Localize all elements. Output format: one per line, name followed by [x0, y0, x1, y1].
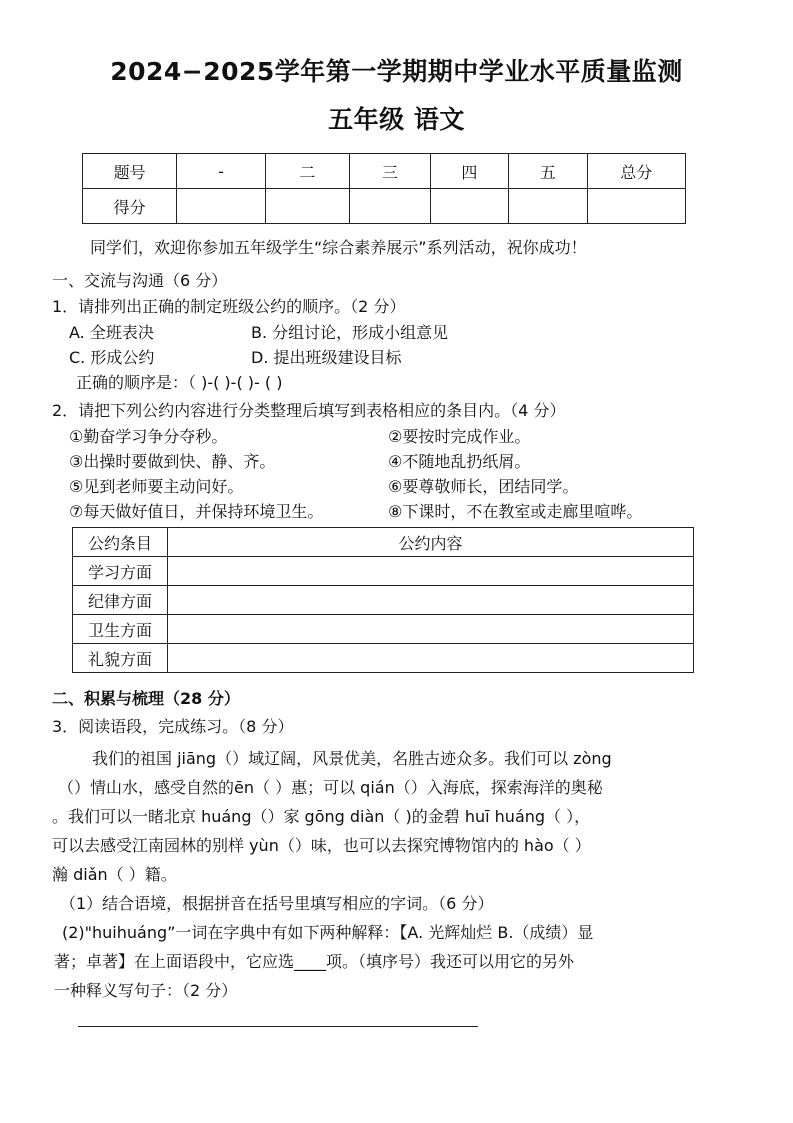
q3-sub2-line: 一种释义写句子：（2 分） — [54, 981, 238, 1000]
page-subtitle: 五年级 语文 — [328, 105, 465, 134]
score-row-label: 得分 — [83, 189, 177, 224]
q1-option-c: C. 形成公约 — [69, 348, 155, 367]
score-table-header-row — [83, 154, 686, 189]
convention-item: ⑥要尊敬师长，团结同学。 — [388, 477, 579, 496]
score-header-cell: 五 — [509, 154, 588, 189]
convention-table — [72, 527, 694, 673]
passage-line: 我们的祖国 jiāng（）域辽阔，风景优美，名胜古迹众多。我们可以 zòng — [92, 749, 612, 768]
score-input-cell[interactable] — [587, 189, 685, 224]
q3-sub1: （1）结合语境，根据拼音在括号里填写相应的字词。（6 分） — [60, 894, 494, 913]
convention-item: ①勤奋学习争分夺秒。 — [69, 427, 228, 446]
section1-title: 一、交流与沟通（6 分） — [52, 271, 228, 290]
q1-option-a: A. 全班表决 — [69, 323, 154, 342]
convention-table-header-row — [73, 528, 694, 557]
passage-line: 。我们可以一睹北京 huáng（）家 gōng diàn（ )的金碧 huī huáng（ ）， — [52, 807, 591, 826]
score-table-score-row — [83, 189, 686, 224]
answer-writing-line[interactable] — [78, 1026, 478, 1027]
q1-stem: 1．请排列出正确的制定班级公约的顺序。（2 分） — [52, 297, 406, 316]
convention-header-category: 公约条目 — [73, 528, 168, 557]
table-row — [73, 557, 694, 586]
convention-answer-cell[interactable] — [168, 586, 694, 615]
convention-item: ⑤见到老师要主动问好。 — [69, 477, 244, 496]
convention-header-content: 公约内容 — [168, 528, 694, 557]
score-header-cell: - — [177, 154, 265, 189]
convention-answer-cell[interactable] — [168, 557, 694, 586]
q2-stem: 2．请把下列公约内容进行分类整理后填写到表格相应的条目内。（4 分） — [52, 401, 566, 420]
greeting-text: 同学们，欢迎你参加五年级学生“综合素养展示”系列活动，祝你成功！ — [90, 238, 587, 257]
passage-line: （）情山水，感受自然的ēn（ ）惠；可以 qián（）入海底，探索海洋的奥秘 — [58, 778, 603, 797]
score-input-cell[interactable] — [265, 189, 349, 224]
q3-sub2-line: (2)"huihuáng”一词在字典中有如下两种解释：【A. 光辉灿烂 B.（成绩）显 — [62, 923, 594, 942]
score-header-cell: 总分 — [587, 154, 685, 189]
score-input-cell[interactable] — [509, 189, 588, 224]
q1-option-b: B. 分组讨论，形成小组意见 — [251, 323, 449, 342]
q1-option-d: D. 提出班级建设目标 — [251, 348, 402, 367]
table-row — [73, 586, 694, 615]
convention-category-label: 纪律方面 — [73, 586, 168, 615]
section2-title: 二、积累与梳理（28 分） — [52, 689, 240, 708]
score-input-cell[interactable] — [430, 189, 509, 224]
score-input-cell[interactable] — [350, 189, 430, 224]
convention-answer-cell[interactable] — [168, 615, 694, 644]
table-row — [73, 644, 694, 673]
score-header-cell: 四 — [430, 154, 509, 189]
q3-sub2-line: 著；卓著】在上面语段中，它应选____项。（填序号）我还可以用它的另外 — [54, 952, 575, 971]
convention-item: ⑧下课时，不在教室或走廊里喧哗。 — [388, 502, 643, 521]
convention-answer-cell[interactable] — [168, 644, 694, 673]
score-input-cell[interactable] — [177, 189, 265, 224]
convention-item: ⑦每天做好值日，并保持环境卫生。 — [69, 502, 324, 521]
q1-answer-line[interactable]: 正确的顺序是：（ )-( )-( )- ( ) — [76, 373, 283, 392]
score-header-cell: 三 — [350, 154, 430, 189]
table-row — [73, 615, 694, 644]
q3-stem: 3．阅读语段，完成练习。（8 分） — [52, 717, 294, 736]
convention-item: ④不随地乱扔纸屑。 — [388, 452, 531, 471]
page-title: 2024−2025学年第一学期期中学业水平质量监测 — [110, 57, 683, 86]
score-header-cell: 二 — [265, 154, 349, 189]
convention-item: ③出操时要做到快、静、齐。 — [69, 452, 276, 471]
passage-line: 瀚 diǎn（ ）籍。 — [52, 865, 177, 884]
convention-category-label: 礼貌方面 — [73, 644, 168, 673]
convention-category-label: 卫生方面 — [73, 615, 168, 644]
convention-category-label: 学习方面 — [73, 557, 168, 586]
score-table — [82, 153, 686, 224]
score-header-cell: 题号 — [83, 154, 177, 189]
convention-item: ②要按时完成作业。 — [388, 427, 531, 446]
passage-line: 可以去感受江南园林的别样 yùn（）味，也可以去探究博物馆内的 hào（ ） — [52, 836, 591, 855]
